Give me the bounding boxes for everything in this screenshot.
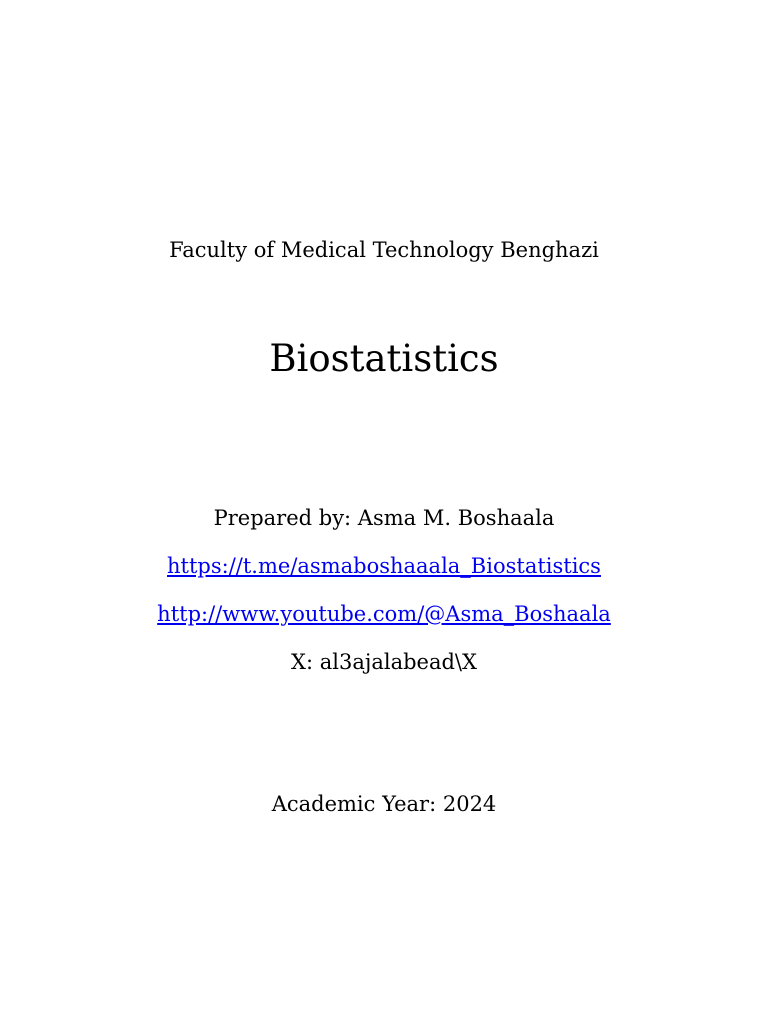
faculty-name: Faculty of Medical Technology Benghazi — [169, 238, 599, 262]
x-handle: X: al3ajalabead\X — [291, 650, 477, 674]
author-line: Prepared by: Asma M. Boshaala — [213, 506, 555, 530]
youtube-link-row — [0, 604, 768, 625]
telegram-link[interactable]: https://t.me/asmaboshaaala_Biostatistics — [167, 554, 601, 578]
telegram-link-row — [0, 556, 768, 577]
youtube-link[interactable]: http://www.youtube.com/@Asma_Boshaala — [157, 602, 611, 626]
academic-year: Academic Year: 2024 — [271, 792, 497, 816]
document-title: Biostatistics — [269, 337, 499, 380]
